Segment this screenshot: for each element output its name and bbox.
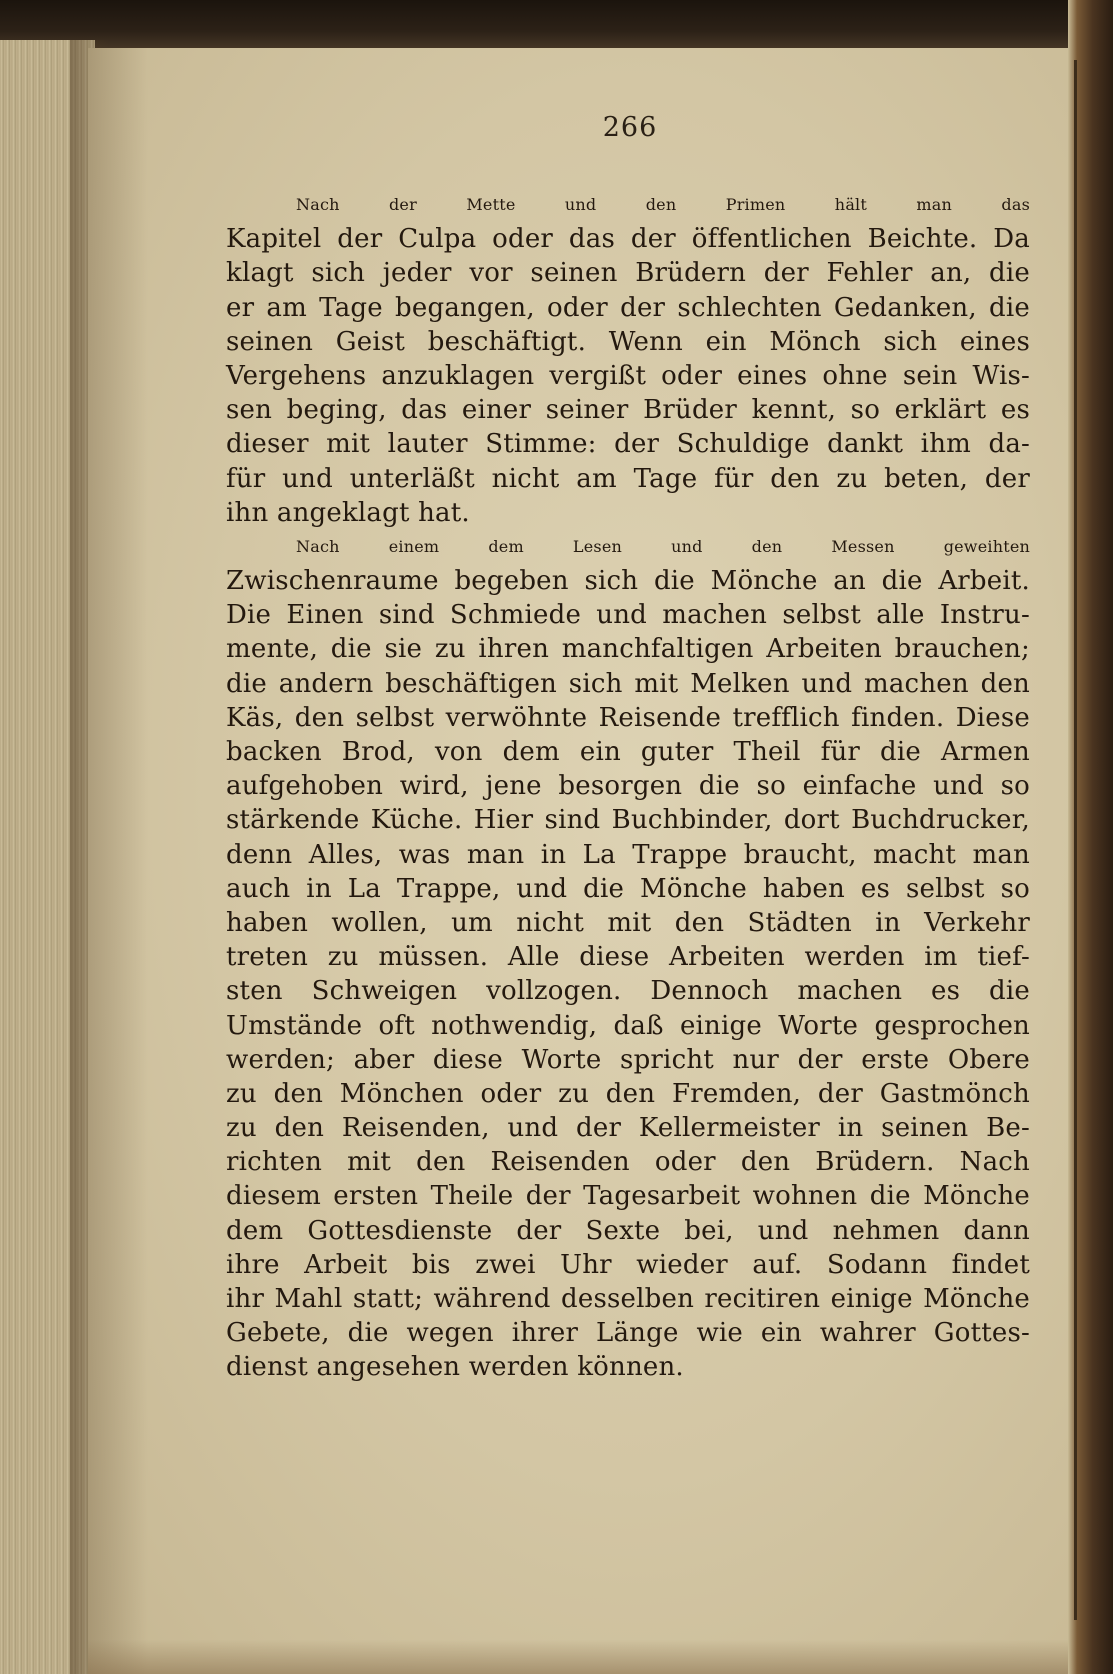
text-line: klagt sich jeder vor seinen Brüdern der Fehler an, die	[226, 258, 1030, 289]
text-line: ihr Mahl statt; während desselben recitiren einige Mönche	[226, 1284, 1030, 1314]
body-text	[226, 188, 1030, 1385]
text-line: treten zu müssen. Alle diese Arbeiten werden im tief-	[226, 942, 1030, 973]
text-line: Käs, den selbst verwöhnte Reisende trefflich finden. Diese	[226, 702, 1030, 733]
text-line: Vergehens anzuklagen vergißt oder eines ohne sein Wis-	[226, 360, 1030, 391]
book-top-edge	[0, 0, 1113, 52]
text-line: seinen Geist beschäftigt. Wenn ein Mönch sich eines	[226, 326, 1030, 357]
text-line: dem Gottesdienste der Sexte bei, und nehmen dann	[226, 1215, 1030, 1246]
text-line: auch in La Trappe, und die Mönche haben es selbst so	[226, 873, 1030, 904]
text-line: mente, die sie zu ihren manchfaltigen Arbeiten brauchen;	[226, 634, 1030, 665]
text-line: werden; aber diese Worte spricht nur der erste Obere	[226, 1044, 1030, 1075]
page-bottom-edge	[88, 1640, 1078, 1674]
text-line: sten Schweigen vollzogen. Dennoch machen es die	[226, 976, 1030, 1007]
text-line: zu den Mönchen oder zu den Fremden, der Gastmönch	[226, 1078, 1030, 1109]
text-line: Nach einem dem Lesen und den Messen geweihten	[296, 536, 1030, 556]
text-line: Nach der Mette und den Primen hält man das	[296, 195, 1030, 214]
text-line: dienst angesehen werden können.	[226, 1352, 684, 1383]
text-line: haben wollen, um nicht mit den Städten in Verkehr	[226, 907, 1030, 938]
text-line: ihn angeklagt hat.	[226, 497, 470, 528]
text-line: er am Tage begangen, oder der schlechten Gedanken, die	[226, 292, 1030, 323]
text-line: stärkende Küche. Hier sind Buchbinder, dort Buchdrucker,	[226, 805, 1030, 836]
text-line: aufgehoben wird, jene besorgen die so einfache und so	[226, 771, 1030, 802]
text-line: backen Brod, von dem ein guter Theil für die Armen	[226, 737, 1030, 767]
text-line: ihre Arbeit bis zwei Uhr wieder auf. Sodann findet	[226, 1249, 1030, 1280]
gutter-shadow	[88, 48, 148, 1674]
text-line: Zwischenraume begeben sich die Mönche an die Arbeit.	[226, 566, 1030, 597]
text-line: Die Einen sind Schmiede und machen selbst alle Instru-	[226, 600, 1030, 631]
text-line: für und unterläßt nicht am Tage für den zu beten, der	[226, 463, 1030, 494]
text-line: zu den Reisenden, und der Kellermeister in seinen Be-	[226, 1113, 1030, 1144]
page-number: 266	[602, 112, 658, 143]
text-line: dieser mit lauter Stimme: der Schuldige dankt ihm da-	[226, 429, 1030, 460]
text-line: diesem ersten Theile der Tagesarbeit wohnen die Mönche	[226, 1181, 1030, 1212]
text-line: sen beging, das einer seiner Brüder kennt, so erklärt es	[226, 395, 1030, 426]
paragraph	[226, 188, 1030, 530]
text-line: richten mit den Reisenden oder den Brüdern. Nach	[226, 1147, 1030, 1178]
text-line: Gebete, die wegen ihrer Länge wie ein wahrer Gottes-	[226, 1318, 1030, 1349]
text-line: Umstände oft nothwendig, daß einige Worte gesprochen	[226, 1010, 1030, 1041]
text-line: denn Alles, was man in La Trappe braucht, macht man	[226, 839, 1030, 870]
text-line: Kapitel der Culpa oder das der öffentlichen Beichte. Da	[226, 224, 1030, 255]
text-line: die andern beschäftigen sich mit Melken und machen den	[226, 668, 1030, 699]
paragraph	[226, 530, 1030, 1385]
page-edge-line	[1074, 60, 1077, 1620]
